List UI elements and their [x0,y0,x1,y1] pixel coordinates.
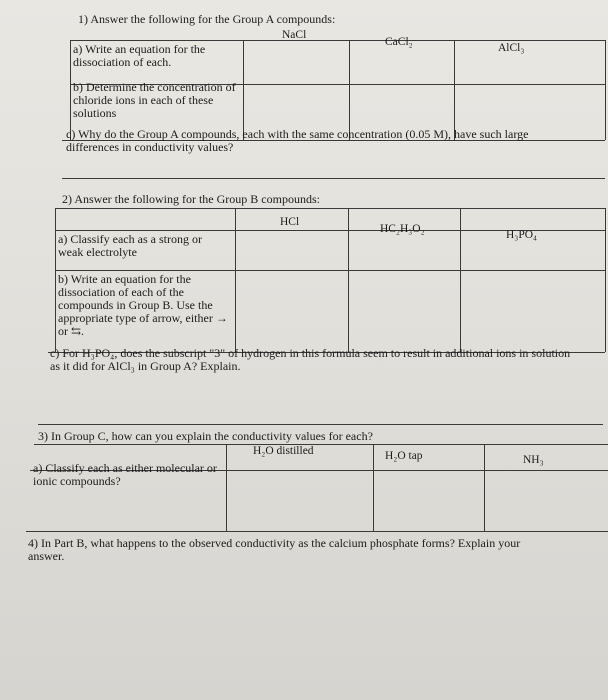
q2-col-hcl: HCl [280,216,300,228]
q1-col-cacl2: CaCl₂ [385,36,413,48]
q1-part-c: c) Why do the Group A compounds, each with the same concentration (0.05 M), have such large differences in conductivity values? [66,127,529,154]
q1-part-b: b) Determine the concentration of chloride ions in each of these solutions [73,80,236,120]
q2-part-a: a) Classify each as a strong or weak electrolyte [58,232,202,259]
q4-text: 4) In Part B, what happens to the observed conductivity as the calcium phosphate forms? Explain your answer. [28,536,521,563]
q2-col-acetic: HC₂H₃O₂ [380,223,425,235]
q1-col-alcl3: AlCl₃ [498,42,525,54]
q2-title: 2) Answer the following for the Group B compounds: [62,192,320,206]
q3-col-tap: H₂O tap [385,450,423,462]
q3-title: 3) In Group C, how can you explain the conductivity values for each? [38,429,373,443]
q2-part-c: c) For H₃PO₄, does the subscript "3" of hydrogen in this formula seem to result in additional ions in solution as it did for AlCl₃ in Group A? Explain. [50,346,571,373]
q2-part-b: b) Write an equation for the dissociation of each of the compounds in Group B. Use the appropriate type of arrow, either → or ⇆. [58,272,228,338]
q3-part-a: a) Classify each as either molecular or ionic compounds? [33,461,217,488]
q3-col-distilled: H₂O distilled [253,445,314,457]
q3-col-nh3: NH₃ [523,454,544,466]
q1-title: 1) Answer the following for the Group A compounds: [78,12,336,26]
q1-col-nacl: NaCl [282,29,307,41]
q1-part-a: a) Write an equation for the dissociation of each. [73,42,206,69]
q1-table-top [70,40,605,41]
q2-col-h3po4: H₃PO₄ [506,229,538,241]
